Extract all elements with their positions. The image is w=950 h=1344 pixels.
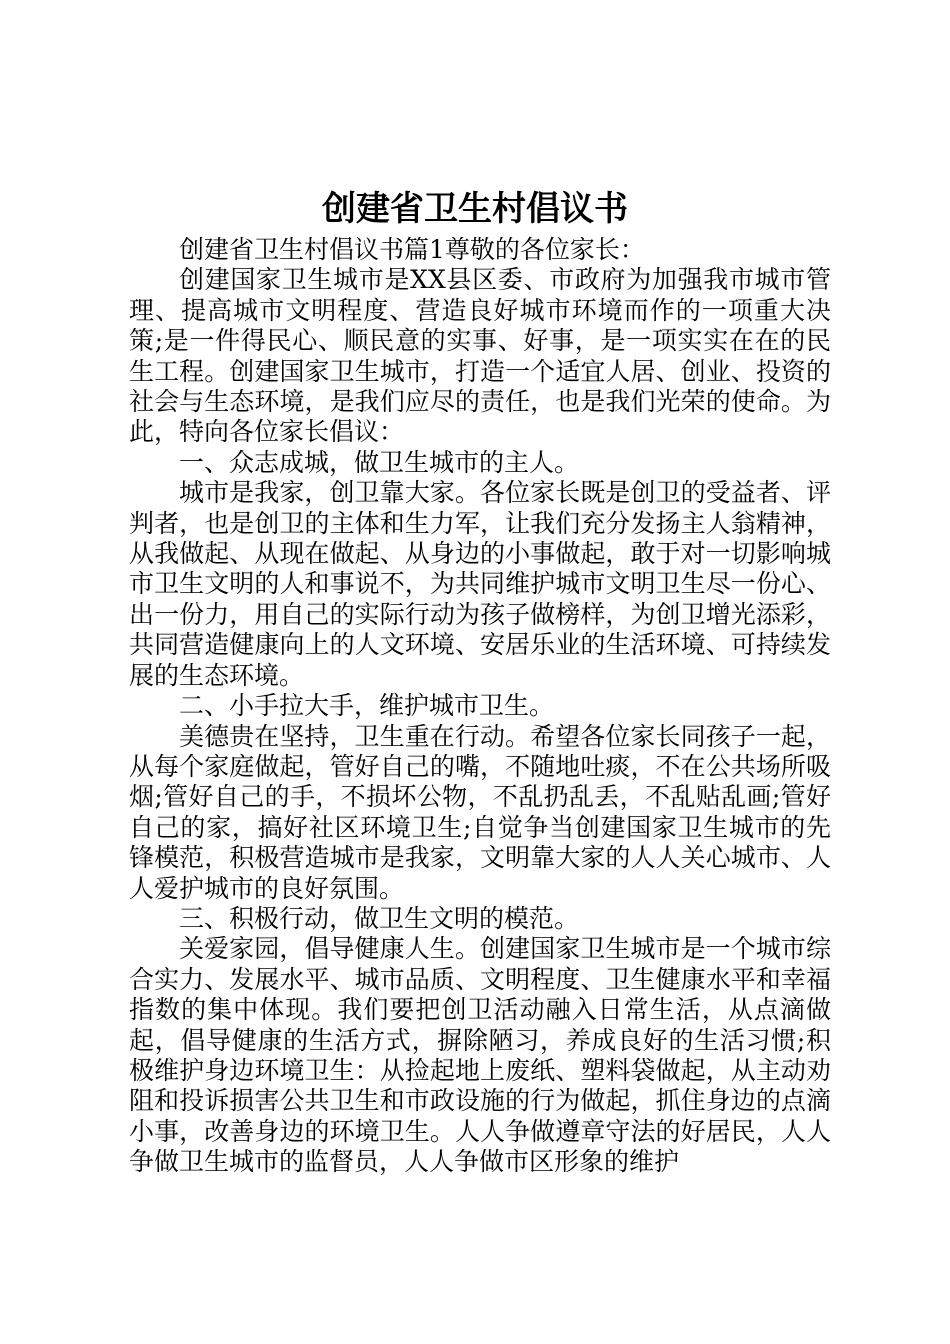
paragraph-section-2: 美德贵在坚持，卫生重在行动。希望各位家长同孩子一起，从每个家庭做起，管好自己的嘴，不随地吐痰，不在公共场所吸烟;管好自己的手，不损坏公物，不乱扔乱丢，不乱贴乱画;管好自己的家，搞好社区环境卫生;自觉争当创建国家卫生城市的先锋模范，积极营造城市是我家，文明靠大家的人人关心城市、人人爱护城市的良好氛围。 [129, 721, 831, 903]
paragraph-section-3: 关爱家园，倡导健康人生。创建国家卫生城市是一个城市综合实力、发展水平、城市品质、文明程度、卫生健康水平和幸福指数的集中体现。我们要把创卫活动融入日常生活，从点滴做起，倡导健康的生活方式，摒除陋习，养成良好的生活习惯;积极维护身边环境卫生：从捡起地上废纸、塑料袋做起，从主动劝阻和投诉损害公共卫生和市政设施的行为做起，抓住身边的点滴小事，改善身边的环境卫生。人人争做遵章守法的好居民，人人争做卫生城市的监督员，人人争做市区形象的维护 [129, 934, 831, 1177]
document-body [129, 235, 831, 1178]
paragraph-section-1: 城市是我家，创卫靠大家。各位家长既是创卫的受益者、评判者，也是创卫的主体和生力军，让我们充分发扬主人翁精神，从我做起、从现在做起、从身边的小事做起，敢于对一切影响城市卫生文明的人和事说不，为共同维护城市文明卫生尽一份心、出一份力，用自己的实际行动为孩子做榜样，为创卫增光添彩，共同营造健康向上的人文环境、安居乐业的生活环境、可持续发展的生态环境。 [129, 478, 831, 690]
section-heading-1: 一、众志成城，做卫生城市的主人。 [179, 447, 580, 477]
paragraph-intro: 创建国家卫生城市是XX县区委、市政府为加强我市城市管理、提高城市文明程度、营造良好城市环境而作的一项重大决策;是一件得民心、顺民意的实事、好事，是一项实实在在的民生工程。创建国家卫生城市，打造一个适宜人居、创业、投资的社会与生态环境，是我们应尽的责任，也是我们光荣的使命。为此，特向各位家长倡议： [129, 265, 831, 447]
document-title: 创建省卫生村倡议书 [322, 189, 628, 229]
section-heading-2: 二、小手拉大手，维护城市卫生。 [179, 691, 555, 721]
section-heading-3: 三、积极行动，做卫生文明的模范。 [179, 903, 580, 933]
paragraph-greeting: 创建省卫生村倡议书篇1尊敬的各位家长： [179, 235, 645, 264]
